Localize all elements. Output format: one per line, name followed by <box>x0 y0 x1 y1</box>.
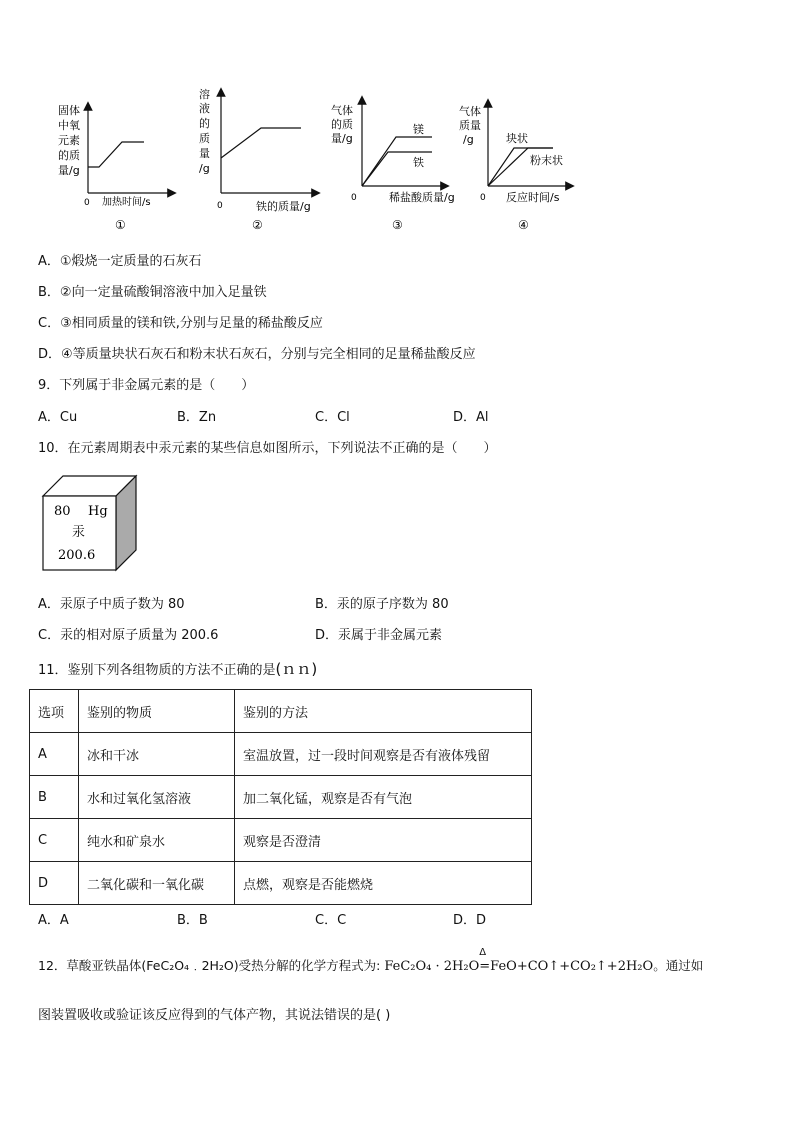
q9-option-a: A．Cu <box>38 410 78 425</box>
q10-stem: 10．在元素周期表中汞元素的某些信息如图所示，下列说法不正确的是（ ） <box>38 441 497 456</box>
graph-1-number: ① <box>115 218 126 232</box>
q12-stem-c: 图装置吸收或验证该反应得到的气体产物，其说法错误的是( ) <box>38 1008 391 1023</box>
graph-3-ylabel-2: 的质 <box>331 118 353 131</box>
element-name: 汞 <box>72 525 86 540</box>
graph-2-ylabel-2: 液 <box>199 102 210 115</box>
q12-equation-left: FeC₂O₄ · 2H₂O <box>384 959 480 974</box>
q10-option-c: C．汞的相对原子质量为 200.6 <box>38 628 219 643</box>
element-cube <box>38 472 142 574</box>
graph-3-label-fe: 铁 <box>413 156 424 169</box>
graph-2-origin: 0 <box>217 201 223 211</box>
table-row <box>30 819 532 862</box>
table-cell: A <box>30 733 79 776</box>
table-cell: 纯水和矿泉水 <box>79 819 235 862</box>
graph-3 <box>331 100 455 232</box>
graph-2-number: ② <box>252 218 263 232</box>
graph-4-number: ④ <box>518 218 529 232</box>
graph-4-label-lump: 块状 <box>506 132 528 145</box>
graph-3-label-mg: 镁 <box>413 123 424 136</box>
table-cell: B <box>30 776 79 819</box>
graph-2-ylabel-5: 量 <box>199 147 210 160</box>
q12-equation-condition: Δ <box>479 947 487 958</box>
graph-4-ylabel-3: /g <box>463 133 474 146</box>
table-cell: 冰和干冰 <box>79 733 235 776</box>
table-cell: 加二氧化锰，观察是否有气泡 <box>235 776 532 819</box>
q11-option-b: B．B <box>177 913 208 928</box>
graph-2-ylabel-6: /g <box>199 162 210 175</box>
graph-2-ylabel-4: 质 <box>199 132 210 145</box>
q8-option-a: A．①煅烧一定质量的石灰石 <box>38 254 202 269</box>
graph-1-ylabel-3: 元素 <box>58 134 80 147</box>
table-row <box>30 862 532 905</box>
q10-option-d: D．汞属于非金属元素 <box>315 628 443 643</box>
q12-equation-sign: = Δ <box>479 947 491 974</box>
q8-option-c: C．③相同质量的镁和铁,分别与足量的稀盐酸反应 <box>38 316 323 331</box>
table-cell: 观察是否澄清 <box>235 819 532 862</box>
table-header-cell: 鉴别的方法 <box>235 690 532 733</box>
graph-2-ylabel-1: 溶 <box>199 88 210 101</box>
q11-option-c: C．C <box>315 913 347 928</box>
q12-equation-right: FeO+CO↑+CO₂↑+2H₂O <box>490 959 654 974</box>
table-cell: C <box>30 819 79 862</box>
q9-option-d: D．Al <box>453 410 489 425</box>
q9-stem: 9．下列属于非金属元素的是（ ） <box>38 378 255 393</box>
graph-4-ylabel-1: 气体 <box>459 105 481 118</box>
graph-1-curve <box>88 142 144 167</box>
graph-2-ylabel-3: 的 <box>199 117 210 130</box>
graph-4-xlabel: 反应时间/s <box>506 191 560 204</box>
table-header-row <box>30 690 532 733</box>
table-cell: 二氧化碳和一氧化碳 <box>79 862 235 905</box>
q10-option-b: B．汞的原子序数为 80 <box>315 597 449 612</box>
graph-4 <box>459 103 570 232</box>
graph-1-origin: 0 <box>84 198 90 208</box>
graph-1-ylabel-4: 的质 <box>58 149 80 162</box>
graph-1-ylabel-2: 中氧 <box>58 119 80 132</box>
element-symbol: Hg <box>88 504 108 519</box>
table-header-cell: 鉴别的物质 <box>79 690 235 733</box>
q11-option-d: D．D <box>453 913 487 928</box>
graph-3-xlabel: 稀盐酸质量/g <box>389 191 455 204</box>
table-header-cell: 选项 <box>30 690 79 733</box>
q11-option-a: A．A <box>38 913 69 928</box>
element-mass: 200.6 <box>58 548 96 563</box>
table-row <box>30 776 532 819</box>
graph-4-label-powder: 粉末状 <box>530 154 563 167</box>
graph-1-xlabel: 加热时间/s <box>102 197 151 208</box>
graph-3-ylabel-1: 气体 <box>331 104 353 117</box>
q10-option-a: A．汞原子中质子数为 80 <box>38 597 185 612</box>
table-row <box>30 733 532 776</box>
graph-2-xlabel: 铁的质量/g <box>256 200 311 213</box>
graph-3-number: ③ <box>392 218 403 232</box>
q9-option-c: C．Cl <box>315 410 350 425</box>
q12-line-1 <box>38 947 704 974</box>
table-cell: 水和过氧化氢溶液 <box>79 776 235 819</box>
graph-1-ylabel-5: 量/g <box>58 164 80 177</box>
q12-stem-a: 12．草酸亚铁晶体(FeC₂O₄﹒2H₂O)受热分解的化学方程式为: <box>38 958 381 973</box>
table-cell: 室温放置，过一段时间观察是否有液体残留 <box>235 733 532 776</box>
graph-4-origin: 0 <box>480 193 486 203</box>
table-cell: D <box>30 862 79 905</box>
graph-3-ylabel-3: 量/g <box>331 132 353 145</box>
graph-2 <box>199 87 316 232</box>
graph-2-curve <box>221 128 301 158</box>
graph-1-ylabel-1: 固体 <box>58 104 80 117</box>
q11-stem <box>38 658 317 679</box>
q9-option-b: B．Zn <box>177 410 217 425</box>
graph-3-origin: 0 <box>351 193 357 203</box>
q11-stem-text: 11．鉴别下列各组物质的方法不正确的是 <box>38 663 276 678</box>
graph-1 <box>58 103 172 232</box>
q8-option-b: B．②向一定量硫酸铜溶液中加入足量铁 <box>38 285 267 300</box>
graph-4-ylabel-2: 质量 <box>459 119 481 132</box>
table-cell: 点燃，观察是否能燃烧 <box>235 862 532 905</box>
element-atomic-number: 80 <box>54 504 71 519</box>
q8-option-d: D．④等质量块状石灰石和粉末状石灰石，分别与完全相同的足量稀盐酸反应 <box>38 347 476 362</box>
graphs-figure <box>0 80 794 240</box>
q11-table <box>29 689 532 905</box>
q12-stem-b: 。通过如 <box>653 958 704 973</box>
q11-stem-tail: (ｎｎ) <box>275 660 318 678</box>
